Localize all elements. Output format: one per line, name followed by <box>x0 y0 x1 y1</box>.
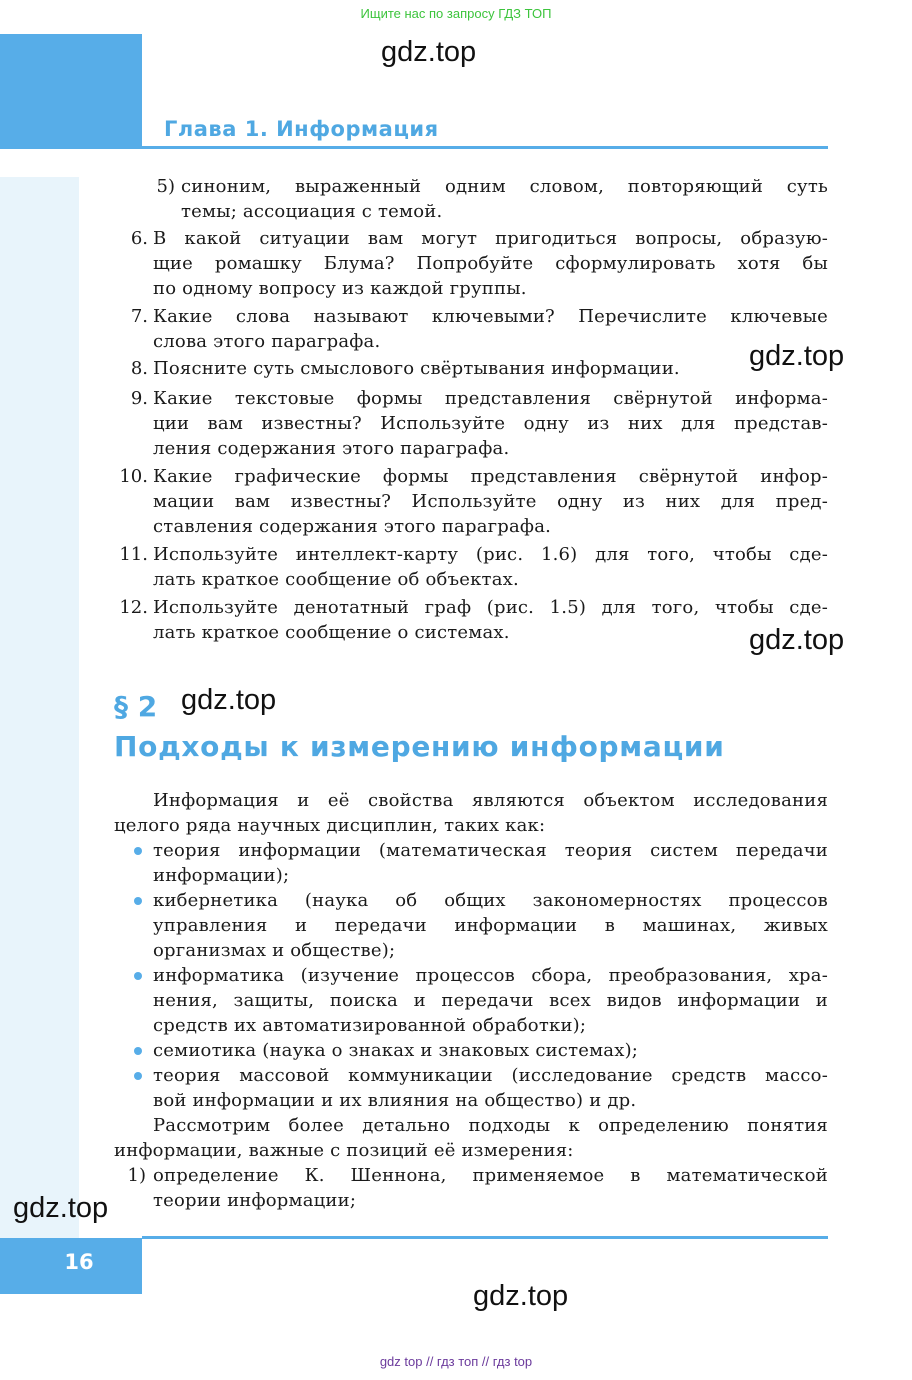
bullet-line: управления и передачи информации в машинах, живых <box>153 915 828 936</box>
watermark: gdz.top <box>749 340 845 372</box>
side-strip <box>0 177 79 1239</box>
item-number: 12. <box>119 597 148 618</box>
footer-rule <box>142 1236 828 1239</box>
question-line: темы; ассоциация с темой. <box>181 201 443 222</box>
question-line: слова этого параграфа. <box>153 331 381 352</box>
question-line: В какой ситуации вам могут пригодиться вопросы, образую- <box>153 228 828 249</box>
list-line: теории информации; <box>153 1190 357 1211</box>
bullet-dot <box>134 897 142 905</box>
item-number: 10. <box>119 466 148 487</box>
question-line: лать краткое сообщение о системах. <box>153 622 510 643</box>
header-color-block <box>0 34 142 148</box>
bullet-line: средств их автоматизированной обработки); <box>153 1015 587 1036</box>
paragraph-line: Рассмотрим более детально подходы к определению понятия <box>153 1115 828 1136</box>
question-line: Используйте денотатный граф (рис. 1.5) для того, чтобы сде- <box>153 597 828 618</box>
question-line: Какие графические формы представления свёрнутой инфор- <box>153 466 828 487</box>
bullet-line: нения, защиты, поиска и передачи всех видов информации и <box>153 990 828 1011</box>
section-number: § 2 <box>114 690 158 723</box>
watermark: gdz.top <box>381 36 477 68</box>
watermark: gdz.top <box>181 684 277 716</box>
paragraph-line: целого ряда научных дисциплин, таких как: <box>114 815 546 836</box>
bullet-dot <box>134 972 142 980</box>
bullet-line: кибернетика (наука об общих закономерностях процессов <box>153 890 828 911</box>
bullet-line: информации); <box>153 865 290 886</box>
bullet-line: информатика (изучение процессов сбора, преобразования, хра- <box>153 965 828 986</box>
question-line: Какие текстовые формы представления свёрнутой информа- <box>153 388 828 409</box>
bullet-line: теория массовой коммуникации (исследование средств массо- <box>153 1065 828 1086</box>
item-number: 11. <box>119 544 148 565</box>
item-number: 6. <box>130 228 148 249</box>
section-title: Подходы к измерению информации <box>114 730 725 763</box>
question-line: ции вам известны? Используйте одну из них для представ- <box>153 413 828 434</box>
item-number: 7. <box>130 306 148 327</box>
bullet-dot <box>134 847 142 855</box>
question-line: ления содержания этого параграфа. <box>153 438 510 459</box>
bullet-dot <box>134 1072 142 1080</box>
header-rule <box>0 146 828 149</box>
question-line: Какие слова называют ключевыми? Перечислите ключевые <box>153 306 828 327</box>
question-line: ставления содержания этого параграфа. <box>153 516 552 537</box>
question-line: Используйте интеллект-карту (рис. 1.6) для того, чтобы сде- <box>153 544 828 565</box>
item-number: 8. <box>130 358 148 379</box>
bullet-line: теория информации (математическая теория систем передачи <box>153 840 828 861</box>
item-number: 5) <box>156 176 175 197</box>
question-line: Поясните суть смыслового свёртывания информации. <box>153 358 680 379</box>
question-line: щие ромашку Блума? Попробуйте сформулировать хотя бы <box>153 253 828 274</box>
bullet-line: вой информации и их влияния на общество) и др. <box>153 1090 637 1111</box>
bullet-line: организмах и обществе); <box>153 940 396 961</box>
page-number: 16 <box>64 1250 94 1274</box>
watermark: gdz.top <box>749 624 845 656</box>
question-line: лать краткое сообщение об объектах. <box>153 569 519 590</box>
watermark: gdz.top <box>13 1192 109 1224</box>
question-line: синоним, выраженный одним словом, повторяющий суть <box>181 176 828 197</box>
item-number: 9. <box>130 388 148 409</box>
item-number: 1) <box>127 1165 146 1186</box>
watermark: gdz.top <box>473 1280 569 1312</box>
list-line: определение К. Шеннона, применяемое в математической <box>153 1165 828 1186</box>
chapter-title: Глава 1. Информация <box>164 117 439 141</box>
bullet-line: семиотика (наука о знаках и знаковых системах); <box>153 1040 639 1061</box>
question-line: по одному вопросу из каждой группы. <box>153 278 527 299</box>
paragraph-line: Информация и её свойства являются объектом исследования <box>153 790 828 811</box>
question-line: мации вам известны? Используйте одну из них для пред- <box>153 491 828 512</box>
bullet-dot <box>134 1047 142 1055</box>
paragraph-line: информации, важные с позиций её измерения: <box>114 1140 574 1161</box>
footer-links[interactable]: gdz top // гдз топ // гдз top <box>379 1354 533 1369</box>
top-banner[interactable]: Ищите нас по запросу ГДЗ ТОП <box>360 6 552 21</box>
